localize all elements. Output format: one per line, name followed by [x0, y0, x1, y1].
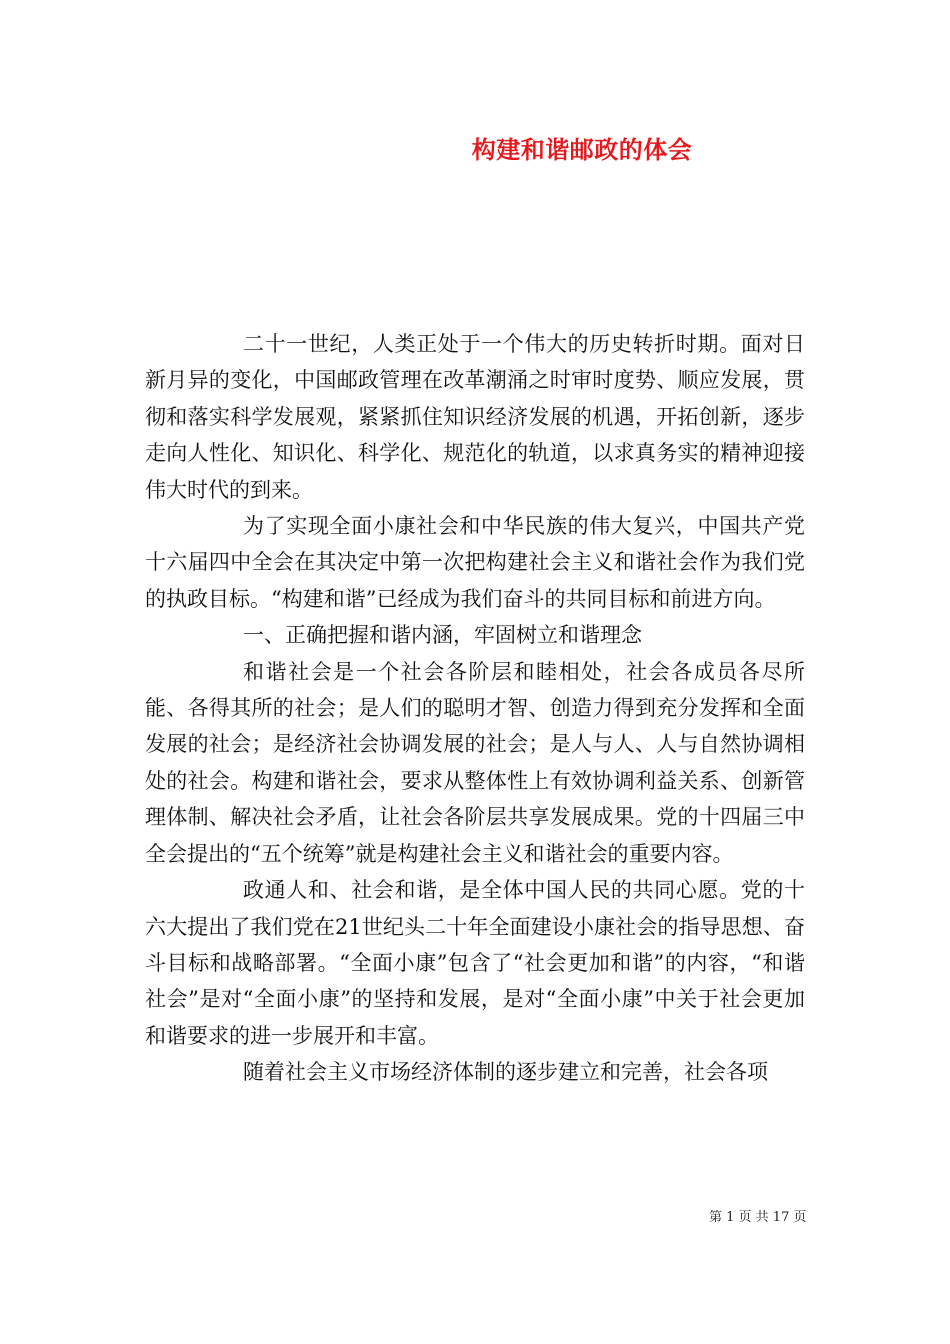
- paragraph-4: 政通人和、社会和谐，是全体中国人民的共同心愿。党的十六大提出了我们党在21世纪头二十年全面建设小康社会的指导思想、奋斗目标和战略部署。“全面小康”包含了“社会更加和谐”的内容，“和谐社会”是对“全面小康”的坚持和发展，是对“全面小康”中关于社会更加和谐要求的进一步展开和丰富。: [145, 878, 805, 1048]
- paragraph-5: 随着社会主义市场经济体制的逐步建立和完善，社会各项: [243, 1060, 768, 1085]
- document-body: [145, 326, 805, 1091]
- paragraph-3: 和谐社会是一个社会各阶层和睦相处，社会各成员各尽所能、各得其所的社会；是人们的聪明才智、创造力得到充分发挥和全面发展的社会；是经济社会协调发展的社会；是人与人、人与自然协调相处的社会。构建和谐社会，要求从整体性上有效协调利益关系、创新管理体制、解决社会矛盾，让社会各阶层共享发展成果。党的十四届三中全会提出的“五个统筹”就是构建社会主义和谐社会的重要内容。: [145, 659, 805, 866]
- paragraph-2: 为了实现全面小康社会和中华民族的伟大复兴，中国共产党十六届四中全会在其决定中第一次把构建社会主义和谐社会作为我们党的执政目标。“构建和谐”已经成为我们奋斗的共同目标和前进方向。: [145, 514, 805, 611]
- paragraph-1: 二十一世纪，人类正处于一个伟大的历史转折时期。面对日新月异的变化，中国邮政管理在改革潮涌之时审时度势、顺应发展，贯彻和落实科学发展观，紧紧抓住知识经济发展的机遇，开拓创新，逐步走向人性化、知识化、科学化、规范化的轨道，以求真务实的精神迎接伟大时代的到来。: [145, 332, 805, 502]
- document-title: 构建和谐邮政的体会: [471, 135, 693, 164]
- page-number-footer: 第 1 页 共 17 页: [709, 1210, 807, 1225]
- section-heading-1: 一、正确把握和谐内涵，牢固树立和谐理念: [243, 623, 642, 648]
